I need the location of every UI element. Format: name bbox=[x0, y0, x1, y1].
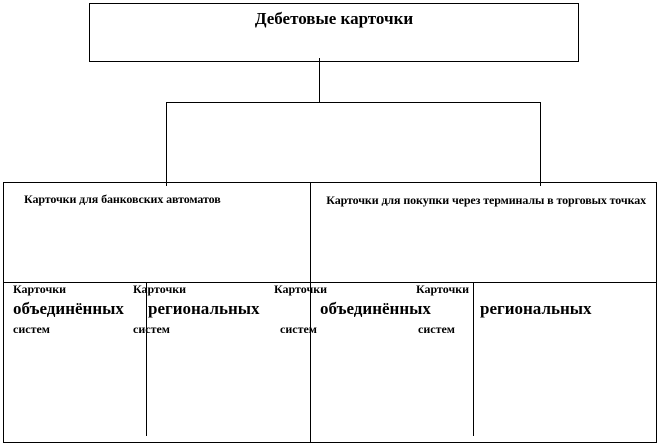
cell2-line1: Карточки bbox=[133, 282, 187, 296]
cell1-line1: Карточки bbox=[13, 282, 67, 296]
cell2-line3: систем bbox=[133, 322, 170, 336]
cell3-line2: объединённых bbox=[320, 299, 431, 318]
atm-cards-label: Карточки для банковских автоматов bbox=[24, 192, 221, 206]
left-inner-divider bbox=[146, 282, 147, 436]
root-label: Дебетовые карточки bbox=[254, 9, 414, 28]
cell4-line3: систем bbox=[418, 322, 455, 336]
cell3-line1: Карточки bbox=[274, 282, 328, 296]
center-divider bbox=[310, 182, 311, 443]
cell1-line3: систем bbox=[13, 322, 50, 336]
cell3-line3: систем bbox=[280, 322, 317, 336]
right-branch-connector bbox=[540, 102, 541, 186]
branch-connector bbox=[166, 102, 541, 103]
cell1-line2: объединённых bbox=[13, 299, 124, 318]
right-inner-divider bbox=[473, 282, 474, 436]
left-branch-connector bbox=[166, 102, 167, 186]
terminal-cards-label: Карточки для покупки через терминалы в торговых точках bbox=[326, 193, 646, 207]
cell4-line1: Карточки bbox=[416, 282, 470, 296]
level-divider bbox=[3, 282, 657, 283]
cell2-line2: региональных bbox=[148, 299, 260, 318]
root-connector bbox=[319, 58, 320, 103]
cell4-line2: региональных bbox=[480, 299, 592, 318]
